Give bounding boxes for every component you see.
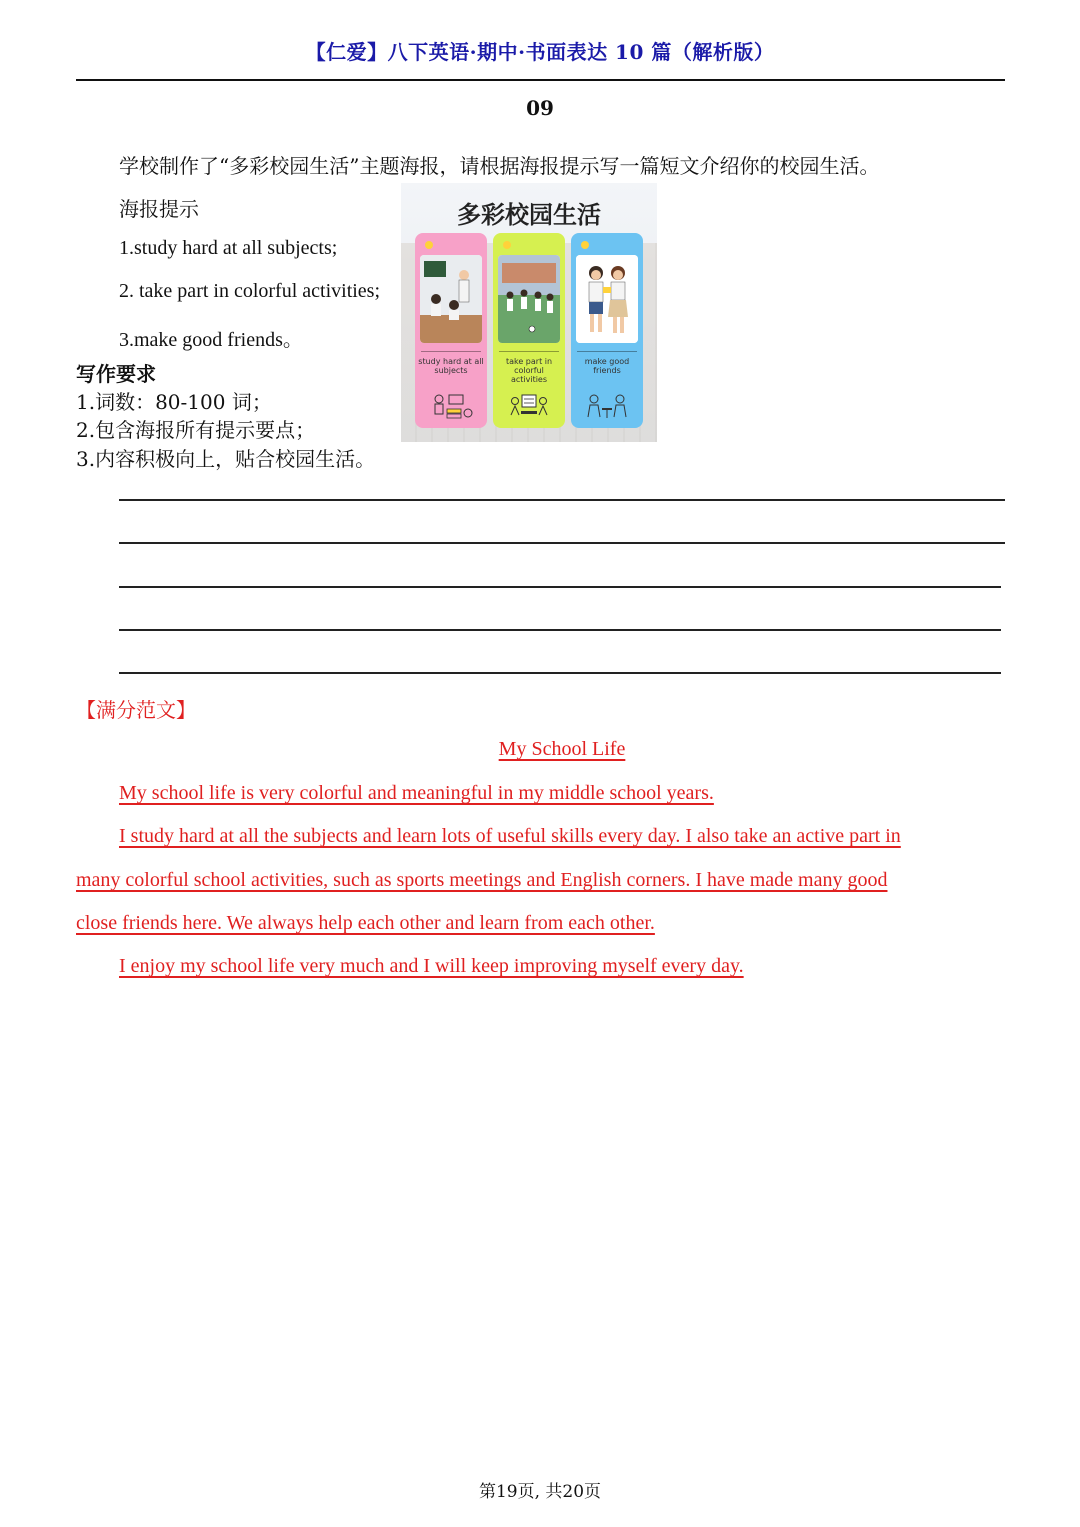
card-divider — [577, 351, 637, 352]
card-divider — [499, 351, 559, 352]
poster-image — [401, 183, 657, 442]
requirements-title: 写作要求 — [76, 362, 156, 386]
writing-line — [119, 542, 1005, 544]
page-footer: 第19页, 共20页 — [478, 1482, 602, 1502]
requirement-item: 3.内容积极向上，贴合校园生活。 — [76, 447, 376, 471]
writing-line — [119, 629, 1001, 631]
question-prompt: 学校制作了“多彩校园生活”主题海报，请根据海报提示写一篇短文介绍你的校园生活。 — [119, 154, 880, 178]
writing-line — [119, 499, 1005, 501]
model-answer-label: 【满分范文】 — [76, 698, 196, 722]
hint-item: 3.make good friends。 — [119, 329, 303, 351]
sports-illustration — [498, 255, 560, 343]
card-dot — [503, 241, 511, 249]
poster-title: 多彩校园生活 — [457, 201, 601, 229]
poster-card-friends — [571, 233, 643, 428]
card-divider — [421, 351, 481, 352]
model-answer-line: many colorful school activities, such as sports meetings and English corners. I have made many good — [76, 869, 888, 891]
document-header: 【仁爱】八下英语·期中·书面表达 10 篇（解析版） — [305, 40, 775, 64]
requirement-item: 2.包含海报所有提示要点； — [76, 418, 316, 442]
poster-card-activities — [493, 233, 565, 428]
card-caption: take part in colorful activities — [505, 357, 553, 384]
poster-card-study — [415, 233, 487, 428]
writing-line — [119, 586, 1001, 588]
writing-line — [119, 672, 1001, 674]
card-dot — [581, 241, 589, 249]
hints-label: 海报提示 — [119, 197, 199, 221]
hint-item: 2. take part in colorful activities; — [119, 280, 381, 302]
card-caption: study hard at all subjects — [418, 357, 484, 375]
header-divider — [76, 79, 1005, 81]
model-answer-line: I enjoy my school life very much and I will keep improving myself every day. — [119, 955, 744, 977]
model-answer-line: close friends here. We always help each other and learn from each other. — [76, 912, 655, 934]
question-number: 09 — [526, 96, 554, 120]
requirement-item: 1.词数：80-100 词； — [76, 390, 272, 414]
activity-icon — [507, 391, 551, 421]
model-answer-line: My school life is very colorful and meaningful in my middle school years. — [119, 782, 714, 804]
card-dot — [425, 241, 433, 249]
hint-item: 1.study hard at all subjects; — [119, 237, 338, 259]
study-icon — [429, 391, 473, 421]
model-answer-line: I study hard at all the subjects and learn lots of useful skills every day. I also take an active part in — [119, 825, 901, 847]
card-caption: make good friends — [584, 357, 630, 375]
classroom-illustration — [420, 255, 482, 343]
friends-icon — [585, 391, 629, 421]
friends-illustration — [576, 255, 638, 343]
model-answer-title: My School Life — [498, 738, 626, 760]
